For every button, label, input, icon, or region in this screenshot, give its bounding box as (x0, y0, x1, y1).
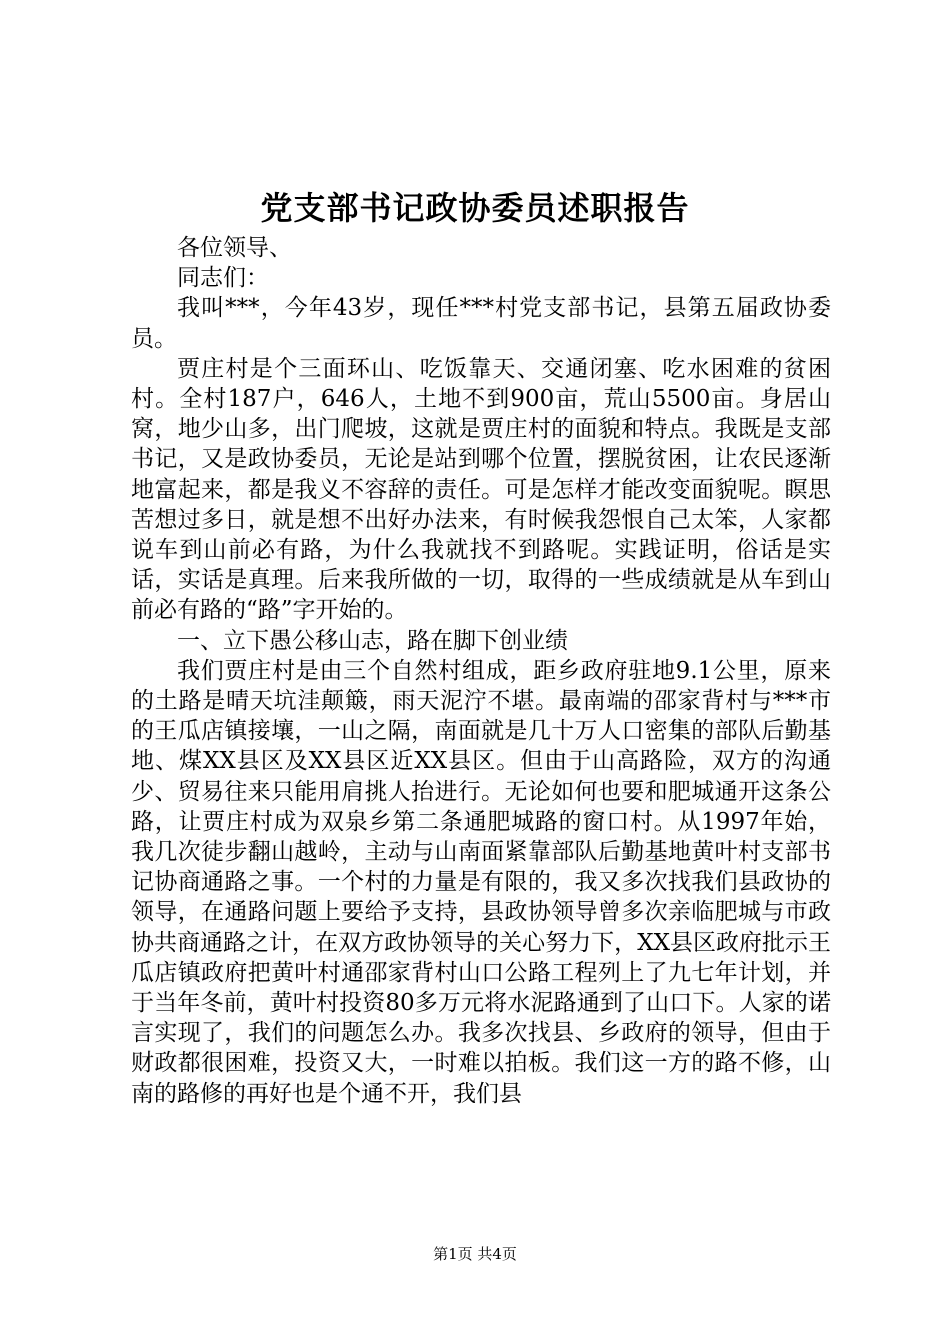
paragraph-village: 贾庄村是个三面环山、吃饭靠天、交通闭塞、吃水困难的贫困村。全村187户，646人，土地不到900亩，荒山5500亩。身居山窝，地少山多，出门爬坡，这就是贾庄村的面貌和特点。我既是支部书记，又是政协委员，无论是站到哪个位置，摆脱贫困，让农民逐渐地富起来，都是我义不容辞的责任。可是怎样才能改变面貌呢。瞑思苦想过多日，就是想不出好办法来，有时候我怨恨自己太笨，人家都说车到山前必有路，为什么我就找不到路呢。实践证明，俗话是实话，实话是真理。后来我所做的一切，取得的一些成绩就是从车到山前必有路的“路”字开始的。 (131, 355, 831, 624)
document-title: 党支部书记政协委员述职报告 (260, 189, 690, 227)
page-number: 第1页 共4页 (433, 1245, 517, 1263)
section-heading-1: 一、立下愚公移山志，路在脚下创业绩 (177, 627, 568, 654)
document-body (131, 233, 831, 1109)
salutation-line-2: 同志们： (177, 265, 269, 292)
salutation-line-1: 各位领导、 (177, 235, 292, 261)
paragraph-intro: 我叫***，今年43岁，现任***村党支部书记，县第五届政协委员。 (131, 295, 831, 352)
paragraph-road: 我们贾庄村是由三个自然村组成，距乡政府驻地9.1公里，原来的土路是晴天坑洼颠簸，雨天泥泞不堪。最南端的邵家背村与***市的王瓜店镇接壤，一山之隔，南面就是几十万人口密集的部队后勤基地、煤XX县区及XX县区近XX县区。但由于山高路险，双方的沟通少、贸易往来只能用肩挑人抬进行。无论如何也要和肥城通开这条公路，让贾庄村成为双泉乡第二条通肥城路的窗口村。从1997年始，我几次徒步翻山越岭，主动与山南面紧靠部队后勤基地黄叶村支部书记协商通路之事。一个村的力量是有限的，我又多次找我们县政协的领导，在通路问题上要给予支持，县政协领导曾多次亲临肥城与市政协共商通路之计，在双方政协领导的关心努力下，XX县区政府批示王瓜店镇政府把黄叶村通邵家背村山口公路工程列上了九七年计划，并于当年冬前，黄叶村投资80多万元将水泥路通到了山口下。人家的诺言实现了，我们的问题怎么办。我多次找县、乡政府的领导，但由于财政都很困难，投资又大，一时难以拍板。我们这一方的路不修，山南的路修的再好也是个通不开，我们县 (131, 657, 831, 1107)
